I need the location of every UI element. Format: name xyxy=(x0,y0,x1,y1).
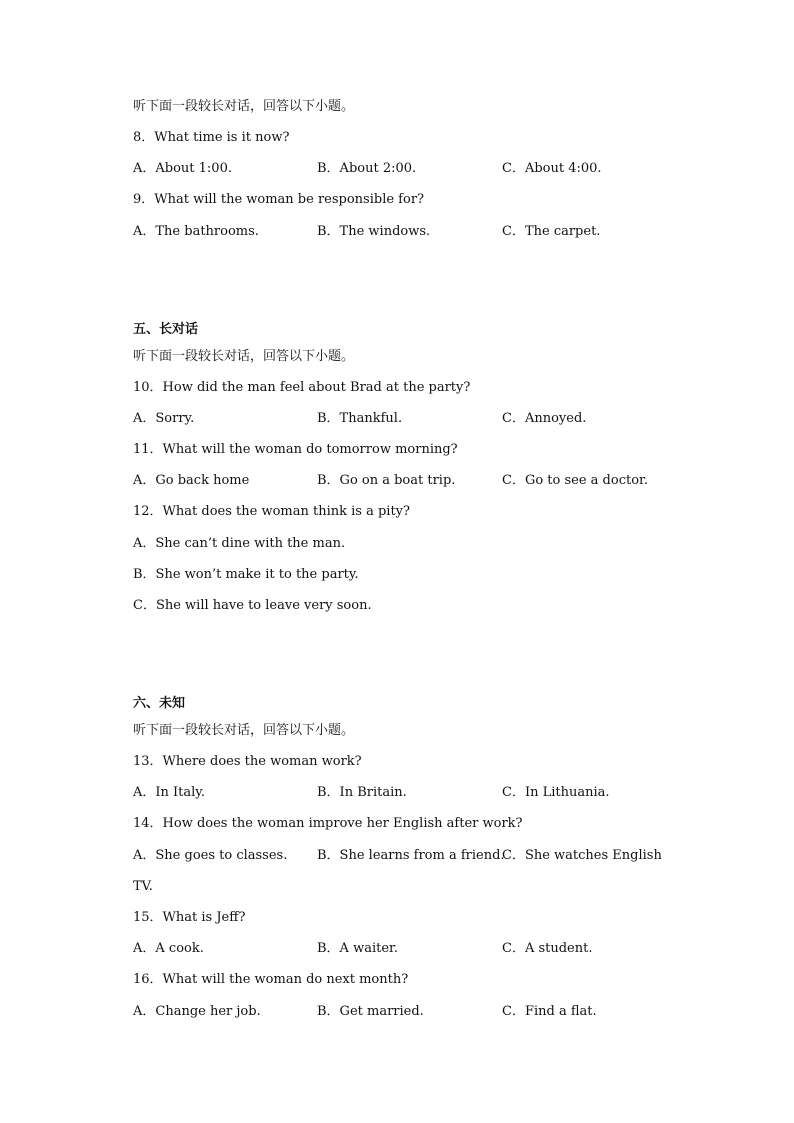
question-9: 9．What will the woman be responsible for? xyxy=(133,192,425,207)
q14-option-c: C．She watches English xyxy=(502,848,662,863)
q11-option-b: B．Go on a boat trip. xyxy=(317,473,456,488)
q15-option-c: C．A student. xyxy=(502,941,593,956)
question-12: 12．What does the woman think is a pity? xyxy=(133,504,410,519)
q14-option-b: B．She learns from a friend. xyxy=(317,848,505,863)
question-14: 14．How does the woman improve her English after work? xyxy=(133,816,523,831)
q9-option-a: A．The bathrooms. xyxy=(133,224,259,239)
q12-option-b: B．She won’t make it to the party. xyxy=(133,567,359,582)
q16-option-a: A．Change her job. xyxy=(133,1004,261,1019)
section-5-intro: 听下面一段较长对话，回答以下小题。 xyxy=(133,349,355,364)
q13-option-a: A．In Italy. xyxy=(133,785,206,800)
q16-option-b: B．Get married. xyxy=(317,1004,424,1019)
question-15: 15．What is Jeff? xyxy=(133,910,246,925)
q8-option-a: A．About 1:00. xyxy=(133,161,232,176)
q14-option-a: A．She goes to classes. xyxy=(133,848,288,863)
q11-option-a: A．Go back home xyxy=(133,473,250,488)
q8-option-b: B．About 2:00. xyxy=(317,161,417,176)
q16-option-c: C．Find a flat. xyxy=(502,1004,597,1019)
q8-option-c: C．About 4:00. xyxy=(502,161,602,176)
q12-option-c: C．She will have to leave very soon. xyxy=(133,598,372,613)
q13-option-c: C．In Lithuania. xyxy=(502,785,610,800)
q11-option-c: C．Go to see a doctor. xyxy=(502,473,648,488)
q10-option-b: B．Thankful. xyxy=(317,411,403,426)
question-13: 13．Where does the woman work? xyxy=(133,754,362,769)
q10-option-c: C．Annoyed. xyxy=(502,411,587,426)
question-10: 10．How did the man feel about Brad at the party? xyxy=(133,380,471,395)
question-16: 16．What will the woman do next month? xyxy=(133,972,409,987)
q15-option-b: B．A waiter. xyxy=(317,941,398,956)
listening-intro: 听下面一段较长对话，回答以下小题。 xyxy=(133,99,355,114)
q13-option-b: B．In Britain. xyxy=(317,785,407,800)
section-5-heading: 五、长对话 xyxy=(133,322,199,337)
section-6-intro: 听下面一段较长对话，回答以下小题。 xyxy=(133,723,355,738)
q9-option-b: B．The windows. xyxy=(317,224,431,239)
q9-option-c: C．The carpet. xyxy=(502,224,601,239)
section-6-heading: 六、未知 xyxy=(133,696,186,711)
q10-option-a: A．Sorry. xyxy=(133,411,195,426)
question-8: 8．What time is it now? xyxy=(133,130,290,145)
question-11: 11．What will the woman do tomorrow morning? xyxy=(133,442,458,457)
q14-option-c-continued: TV. xyxy=(133,879,153,894)
q15-option-a: A．A cook. xyxy=(133,941,204,956)
q12-option-a: A．She can’t dine with the man. xyxy=(133,536,346,551)
